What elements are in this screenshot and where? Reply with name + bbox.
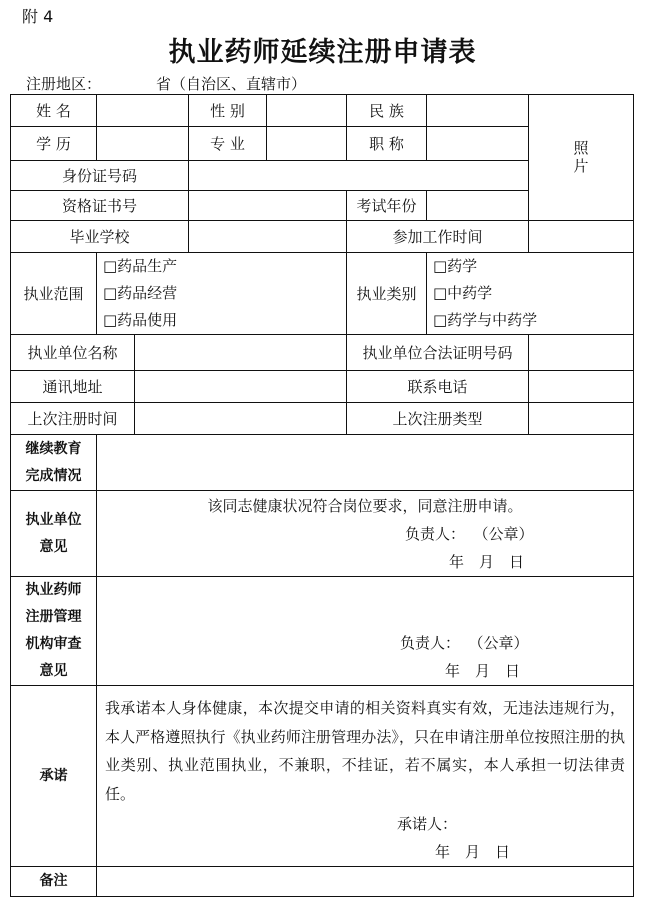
phone-value[interactable]: [529, 371, 634, 403]
last-reg-time-label: 上次注册时间: [11, 403, 135, 435]
pledge-box: [97, 686, 634, 867]
unit-opinion-box[interactable]: [97, 491, 634, 577]
ce-label-line: 继续教育: [25, 440, 82, 457]
unit-date: 年 月 日: [449, 553, 525, 571]
address-value[interactable]: [135, 371, 347, 403]
unit-opinion-label: [11, 491, 97, 577]
authority-label-line: 注册管理: [25, 609, 82, 625]
seal-label: （公章）: [476, 634, 529, 652]
work-start-value[interactable]: [529, 221, 634, 253]
authority-box[interactable]: [97, 577, 634, 686]
pledger-label: 承诺人：: [397, 815, 458, 833]
cert-number-label: 资格证书号: [11, 191, 189, 221]
ethnicity-label: 民 族: [347, 95, 427, 127]
ce-label: [11, 435, 97, 491]
authority-label-line: 意见: [39, 663, 68, 679]
type-option[interactable]: □药学: [433, 257, 478, 275]
photo-box[interactable]: [529, 95, 634, 221]
annex-label: 附 4: [22, 7, 54, 26]
responsible-label: 负责人：: [405, 525, 466, 543]
name-value[interactable]: [97, 95, 189, 127]
practice-type-label: 执业类别: [347, 253, 427, 335]
practice-scope-label: 执业范围: [11, 253, 97, 335]
id-number-value[interactable]: [189, 161, 529, 191]
ce-label-line: 完成情况: [25, 467, 82, 484]
unit-license-label: 执业单位合法证明号码: [347, 335, 529, 371]
name-label: 姓 名: [11, 95, 97, 127]
last-reg-time-value[interactable]: [135, 403, 347, 435]
authority-label-line: 机构审查: [25, 636, 82, 652]
seal-label: （公章）: [481, 525, 534, 543]
authority-date: 年 月 日: [445, 662, 521, 680]
unit-name-value[interactable]: [135, 335, 347, 371]
scope-option[interactable]: □药品使用: [103, 311, 178, 329]
unit-name-label: 执业单位名称: [11, 335, 135, 371]
ce-value[interactable]: [97, 435, 634, 491]
education-value[interactable]: [97, 127, 189, 161]
authority-label: [11, 577, 97, 686]
unit-opinion-label-line: 意见: [39, 538, 68, 555]
ethnicity-value[interactable]: [427, 95, 529, 127]
responsible-label: 负责人：: [400, 634, 461, 652]
practice-scope-options: [97, 253, 347, 335]
authority-responsible: [97, 629, 633, 657]
application-form: [10, 94, 634, 897]
title-rank-value[interactable]: [427, 127, 529, 161]
unit-license-value[interactable]: [529, 335, 634, 371]
education-label: 学 历: [11, 127, 97, 161]
last-reg-type-label: 上次注册类型: [347, 403, 529, 435]
gender-value[interactable]: [267, 95, 347, 127]
unit-opinion-label-line: 执业单位: [25, 511, 82, 528]
practice-type-options: [427, 253, 634, 335]
pledge-date: 年 月 日: [435, 843, 511, 861]
id-number-label: 身份证号码: [11, 161, 189, 191]
scope-option[interactable]: □药品生产: [103, 257, 178, 275]
major-label: 专 业: [189, 127, 267, 161]
work-start-label: 参加工作时间: [347, 221, 529, 253]
pledge-label: [11, 686, 97, 867]
type-option[interactable]: □中药学: [433, 284, 493, 302]
pledge-text: 我承诺本人身体健康，本次提交申请的相关资料真实有效，无违法违规行为，本人严格遵照执行《执业药师注册管理办法》，只在申请注册单位按照注册的执业类别、执业范围执业，不兼职，不挂证，若不属实，本人承担一切法律责任。: [105, 699, 625, 803]
cert-number-value[interactable]: [189, 191, 347, 221]
address-label: 通讯地址: [11, 371, 135, 403]
school-label: 毕业学校: [11, 221, 189, 253]
photo-label: 照 片: [573, 139, 589, 175]
phone-label: 联系电话: [347, 371, 529, 403]
gender-label: 性 别: [189, 95, 267, 127]
last-reg-type-value[interactable]: [529, 403, 634, 435]
exam-year-label: 考试年份: [347, 191, 427, 221]
unit-opinion-text: 该同志健康状况符合岗位要求，同意注册申请。: [207, 497, 523, 515]
region-unit: 省（自治区、直辖市）: [156, 75, 307, 93]
type-option[interactable]: □药学与中药学: [433, 311, 538, 329]
pledge-label-text: 承诺: [39, 767, 68, 784]
major-value[interactable]: [267, 127, 347, 161]
remarks-label-text: 备注: [39, 873, 68, 889]
school-value[interactable]: [189, 221, 347, 253]
authority-label-line: 执业药师: [25, 582, 82, 598]
title-rank-label: 职 称: [347, 127, 427, 161]
remarks-label: [11, 867, 97, 897]
region-label: 注册地区：: [26, 75, 102, 93]
unit-responsible: [97, 520, 633, 548]
page-title: 执业药师延续注册申请表: [168, 37, 477, 68]
scope-option[interactable]: □药品经营: [103, 284, 178, 302]
exam-year-value[interactable]: [427, 191, 529, 221]
remarks-value[interactable]: [97, 867, 634, 897]
